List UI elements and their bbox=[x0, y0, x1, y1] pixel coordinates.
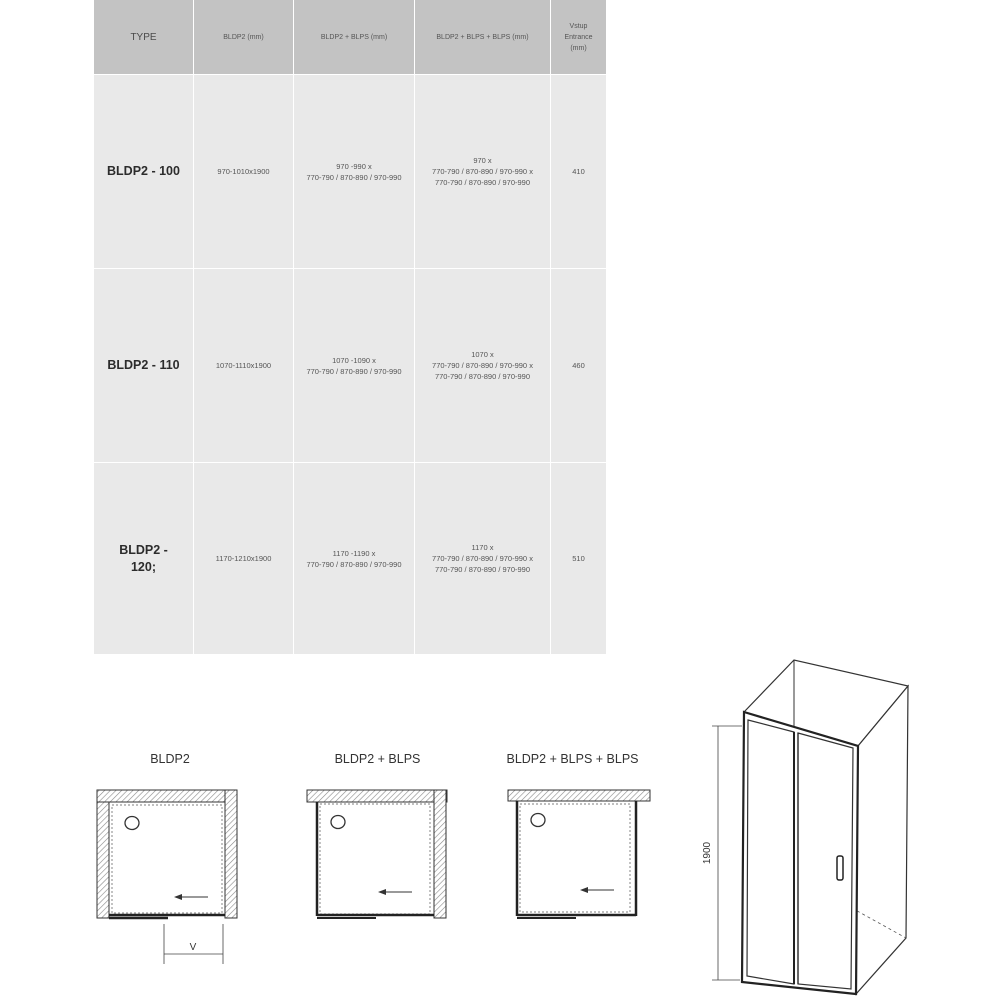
cell-entrance: 510 bbox=[572, 554, 585, 563]
cell-bldp2-blps-blps: 970 x 770-790 / 870-890 / 970-990 x 770-790 / 870-890 / 970-990 bbox=[432, 156, 533, 187]
cell-type: BLDP2 - 100 bbox=[107, 164, 180, 178]
door-frame bbox=[742, 712, 858, 994]
cell-bldp2-blps-blps: 1070 x 770-790 / 870-890 / 970-990 x 770-790 / 870-890 / 970-990 bbox=[432, 350, 533, 381]
drain-icon bbox=[331, 816, 345, 829]
drain-icon bbox=[125, 817, 139, 830]
perspective-view bbox=[690, 650, 920, 1000]
header-bldp2-blps: BLDP2 + BLPS (mm) bbox=[320, 33, 388, 41]
header-bldp2: BLDP2 (mm) bbox=[223, 33, 264, 41]
handle-icon bbox=[837, 856, 843, 880]
cell-type: BLDP2 - 120; bbox=[119, 542, 168, 574]
plan-label-bldp2: BLDP2 bbox=[150, 752, 190, 766]
cell-bldp2: 1070-1110x1900 bbox=[215, 361, 272, 370]
cell-type: BLDP2 - 110 bbox=[107, 358, 180, 372]
plan-bldp2-blps-blps bbox=[500, 782, 660, 932]
cell-entrance: 410 bbox=[572, 167, 585, 176]
cell-bldp2-blps: 1170 -1190 x 770-790 / 870-890 / 970-990 bbox=[306, 548, 402, 569]
height-label: 1900 bbox=[702, 841, 713, 865]
cell-entrance: 460 bbox=[572, 361, 585, 370]
header-bldp2-blps-blps: BLDP2 + BLPS + BLPS (mm) bbox=[436, 33, 529, 41]
plan-label-bldp2-blps-blps: BLDP2 + BLPS + BLPS bbox=[506, 752, 639, 766]
cell-bldp2: 1170-1210x1900 bbox=[215, 554, 272, 563]
spec-table bbox=[94, 0, 606, 654]
dimension-v-label: V bbox=[189, 942, 197, 953]
cell-bldp2-blps: 970 -990 x 770-790 / 870-890 / 970-990 bbox=[306, 161, 402, 182]
wall-top bbox=[307, 790, 447, 802]
wall-right bbox=[434, 790, 446, 918]
wall-left bbox=[97, 790, 109, 918]
wall-top bbox=[508, 790, 650, 801]
cell-bldp2-blps-blps: 1170 x 770-790 / 870-890 / 970-990 x 770-790 / 870-890 / 970-990 bbox=[432, 543, 533, 574]
wall-right bbox=[225, 790, 237, 918]
header-type: TYPE bbox=[130, 31, 157, 43]
drain-icon bbox=[531, 814, 545, 827]
cell-bldp2: 970-1010x1900 bbox=[217, 167, 270, 176]
cell-bldp2-blps: 1070 -1090 x 770-790 / 870-890 / 970-990 bbox=[306, 355, 402, 376]
plan-bldp2-blps bbox=[298, 782, 458, 932]
plan-label-bldp2-blps: BLDP2 + BLPS bbox=[334, 752, 421, 766]
plan-bldp2 bbox=[90, 782, 250, 972]
header-entrance: Vstup Entrance (mm) bbox=[564, 22, 593, 52]
wall-top bbox=[97, 790, 237, 802]
